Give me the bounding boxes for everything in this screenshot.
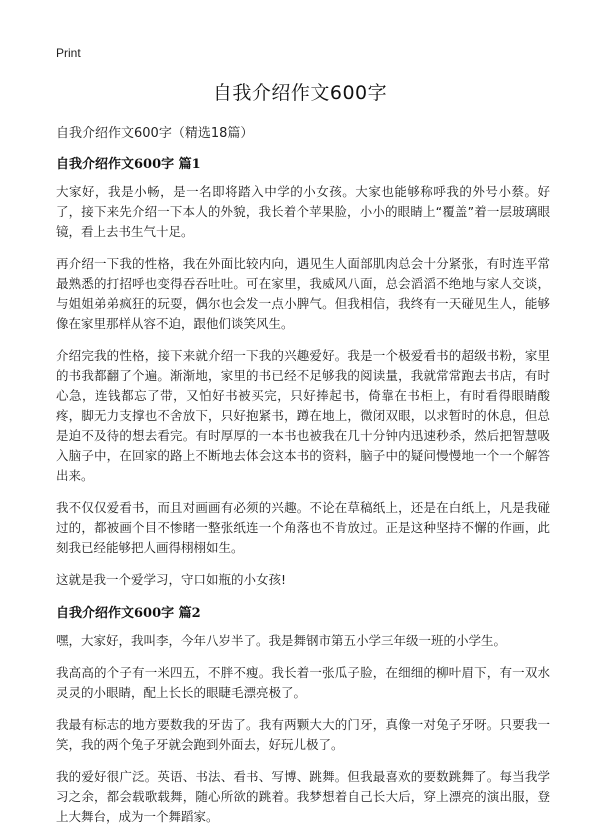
paragraph: 嘿，大家好，我叫李，今年八岁半了。我是舞钢市第五小学三年级一班的小学生。 [56,633,507,648]
paragraph: 我的爱好很广泛。英语、书法、看书、写博、跳舞。但我最喜欢的要数跳舞了。每当我学习之余，都会载歌载舞，随心所欲的跳着。我梦想着自己长大后，穿上漂亮的演出服，登上大舞台，成为一个舞蹈家。 [56,769,550,824]
paragraph: 大家好，我是小畅，是一名即将踏入中学的小女孩。大家也能够称呼我的外号小蔡。好了，接下来先介绍一下本人的外貌，我长着个苹果脸，小小的眼睛上“覆盖”着一层玻璃眼镜，看上去书生气十足。 [56,184,550,239]
section-heading-1: 自我介绍作文600字 篇1 [56,157,201,172]
document-subtitle: 自我介绍作文600字（精选18篇） [56,126,254,141]
paragraph: 我高高的个子有一米四五，不胖不瘦。我长着一张瓜子脸，在细细的柳叶眉下，有一双水灵灵的小眼睛，配上长长的眼睫毛漂亮极了。 [56,665,550,700]
page-title: 自我介绍作文600字 [212,82,388,104]
paragraph: 我不仅仅爱看书，而且对画画有必须的兴趣。不论在草稿纸上，还是在白纸上，凡是我碰过的，都被画个目不惨睹一整张纸连一个角落也不肯放过。正是这种坚持不懈的作画，此刻我已经能够把人画得栩栩如生。 [56,500,550,555]
paragraph: 我最有标志的地方要数我的牙齿了。我有两颗大大的门牙，真像一对兔子牙呀。只要我一笑，我的两个兔子牙就会跑到外面去，好玩儿极了。 [56,717,550,752]
paragraph: 这就是我一个爱学习，守口如瓶的小女孩! [56,572,287,587]
paragraph: 介绍完我的性格，接下来就介绍一下我的兴趣爱好。我是一个极爱看书的超级书粉，家里的书我都翻了个遍。渐渐地，家里的书已经不足够我的阅读量，我就常常跑去书店，有时心急，连钱都忘了带，又怕好书被买完，只好捧起书，倚靠在书柜上，有时看得眼睛酸疼，脚无力支撑也不舍放下，只好抱紧书，蹲在地上，微闭双眼，以求暂时的休息，但总是迫不及待的想去看完。有时厚厚的一本书也被我在几十分钟内迅速秒杀，然后把智慧吸入脑子中，在回家的路上不断地去体会这本书的资料，脑子中的疑问慢慢地一个一个解答出来。 [56,348,550,483]
section-heading-2: 自我介绍作文600字 篇2 [56,606,201,621]
paragraph: 再介绍一下我的性格，我在外面比较内向，遇见生人面部肌肉总会十分紧张，有时连平常最熟悉的打招呼也变得吞吞吐吐。可在家里，我威风八面，总会滔滔不绝地与家人交谈，与姐姐弟弟疯狂的玩耍，偶尔也会发一点小脾气。但我相信，我终有一天碰见生人，能够像在家里那样从容不迫，跟他们谈笑风生。 [56,256,550,331]
article-body [56,122,550,828]
print-label: Print [56,46,81,60]
